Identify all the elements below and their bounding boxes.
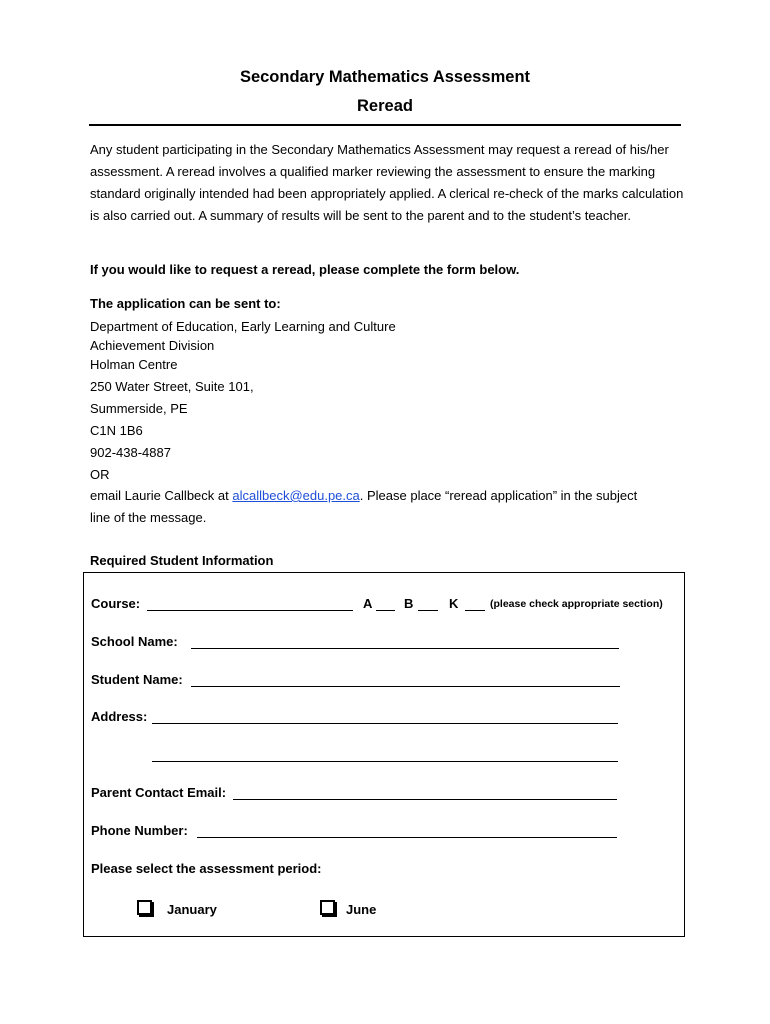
parent-email-label: Parent Contact Email: <box>91 785 227 800</box>
phone-contact: 902-438-4887 <box>90 445 171 460</box>
address-line: C1N 1B6 <box>90 423 143 438</box>
january-label: January <box>167 902 217 917</box>
january-checkbox[interactable] <box>137 900 152 915</box>
school-name-field[interactable] <box>191 648 619 649</box>
course-field[interactable] <box>147 610 353 611</box>
june-checkbox[interactable] <box>320 900 335 915</box>
email-instruction <box>90 488 637 503</box>
address-field[interactable] <box>152 723 618 724</box>
student-name-field[interactable] <box>191 686 620 687</box>
email-link[interactable]: alcallbeck@edu.pe.ca <box>232 488 360 503</box>
assessment-period-label: Please select the assessment period: <box>91 861 322 876</box>
address-line: 250 Water Street, Suite 101, <box>90 379 254 394</box>
phone-number-label: Phone Number: <box>91 823 188 838</box>
address-label: Address: <box>91 709 148 724</box>
section-b-label: B <box>404 596 414 611</box>
section-a-field[interactable] <box>376 610 395 611</box>
address-line: Summerside, PE <box>90 401 188 416</box>
or-separator: OR <box>90 467 110 482</box>
email-prefix: email Laurie Callbeck at <box>90 488 233 503</box>
address-heading: The application can be sent to: <box>90 296 281 311</box>
title-divider <box>89 124 681 126</box>
section-note: (please check appropriate section) <box>490 598 663 610</box>
parent-email-field[interactable] <box>233 799 617 800</box>
school-name-label: School Name: <box>91 634 178 649</box>
june-label: June <box>346 902 377 917</box>
form-heading: Required Student Information <box>90 553 274 568</box>
address-line: Department of Education, Early Learning and Culture <box>90 319 396 334</box>
intro-paragraph: Any student participating in the Secondary Mathematics Assessment may request a reread of his/her assessment. A reread involves a qualified marker reviewing the assessment to ensure the marking standard originally intended had been appropriately applied. A clerical re-check of the marks calculation is also carried out. A summary of results will be sent to the parent and to the student’s teacher. <box>90 142 684 223</box>
section-b-field[interactable] <box>418 610 438 611</box>
email-instruction-continued: line of the message. <box>90 510 207 525</box>
section-k-label: K <box>449 596 459 611</box>
address-field-line2[interactable] <box>152 761 618 762</box>
request-note: If you would like to request a reread, please complete the form below. <box>90 262 520 277</box>
phone-number-field[interactable] <box>197 837 617 838</box>
section-a-label: A <box>363 596 373 611</box>
address-line: Achievement Division <box>90 338 215 353</box>
course-label: Course: <box>91 596 141 611</box>
document-title: Secondary Mathematics Assessment <box>239 68 531 86</box>
document-subtitle: Reread <box>357 97 413 115</box>
section-k-field[interactable] <box>465 610 485 611</box>
address-line: Holman Centre <box>90 357 178 372</box>
email-suffix: . Please place “reread application” in the subject <box>359 488 638 503</box>
student-info-form <box>83 572 685 937</box>
student-name-label: Student Name: <box>91 672 183 687</box>
